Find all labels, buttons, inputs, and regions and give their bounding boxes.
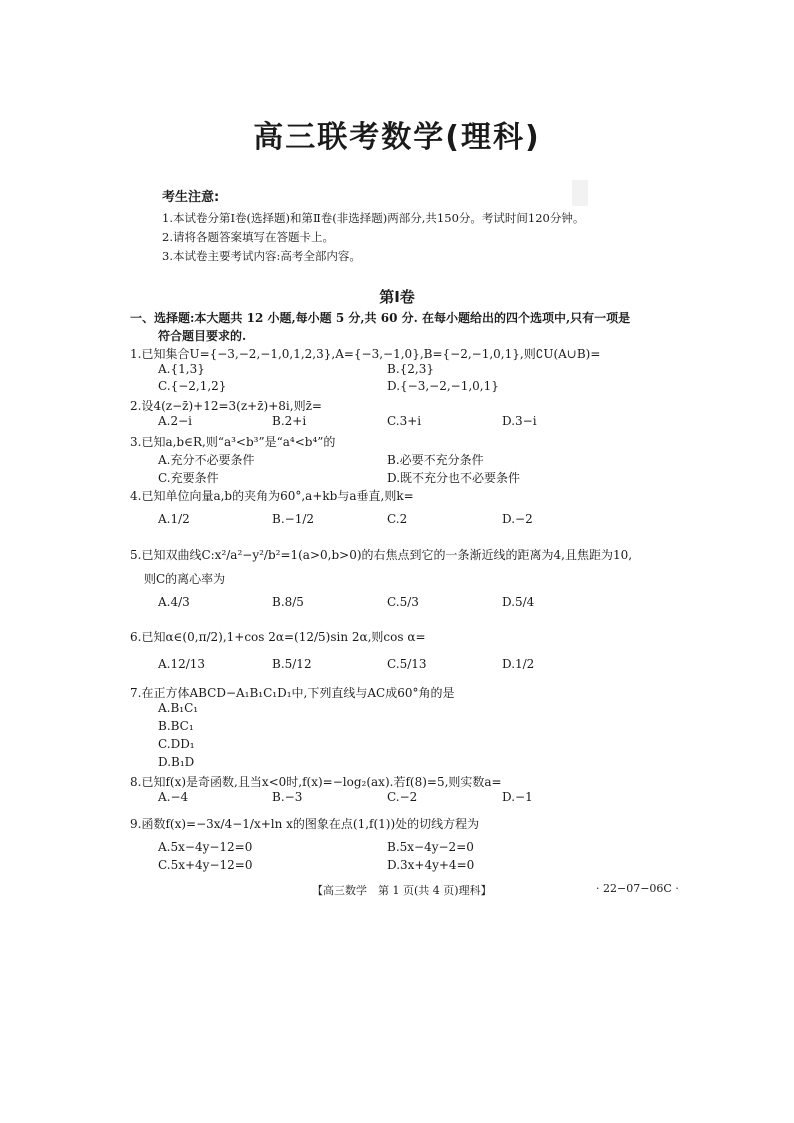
section-instruction: 一、选择题:本大题共 12 小题,每小题 5 分,共 60 分. 在每小题给出的四个选项中,只有一项是: [130, 311, 631, 325]
option: C.2: [387, 512, 408, 526]
question-stem: 8.已知f(x)是奇函数,且当x<0时,f(x)=−log₂(ax).若f(8)=5,则实数a=: [130, 775, 502, 789]
option: A.B₁C₁: [158, 701, 199, 715]
paper-code: · 22−07−06C ·: [596, 882, 679, 895]
option: B.5x−4y−2=0: [387, 840, 474, 854]
option: A.5x−4y−12=0: [158, 840, 253, 854]
volume-heading: 第Ⅰ卷: [379, 288, 415, 306]
question-stem: 7.在正方体ABCD−A₁B₁C₁D₁中,下列直线与AC成60°角的是: [130, 686, 455, 700]
option: B.BC₁: [158, 719, 194, 733]
question-stem: 1.已知集合U={−3,−2,−1,0,1,2,3},A={−3,−1,0},B={−2,−1,0,1},则∁U(A∪B)=: [130, 347, 601, 361]
page-footer: 【高三数学 第 1 页(共 4 页)理科】: [312, 884, 492, 897]
notice-item: 1.本试卷分第Ⅰ卷(选择题)和第Ⅱ卷(非选择题)两部分,共150分。考试时间120分钟。: [162, 211, 585, 225]
option: C.5/3: [387, 595, 419, 609]
option: C.−2: [387, 790, 418, 804]
option: D.既不充分也不必要条件: [387, 471, 521, 485]
page-title: 高三联考数学(理科): [253, 120, 541, 155]
notice-item: 2.请将各题答案填写在答题卡上。: [162, 230, 334, 244]
option: C.{−2,1,2}: [158, 379, 227, 393]
option: C.充要条件: [158, 471, 219, 485]
option: A.{1,3}: [158, 362, 205, 376]
scan-artifact: [572, 180, 588, 206]
option: D.3−i: [502, 414, 537, 428]
option: A.4/3: [158, 595, 190, 609]
option: D.1/2: [502, 657, 535, 671]
option: B.{2,3}: [387, 362, 434, 376]
option: A.−4: [158, 790, 189, 804]
option: D.B₁D: [158, 755, 195, 769]
option: C.5/13: [387, 657, 427, 671]
option: D.5/4: [502, 595, 535, 609]
option: D.−1: [502, 790, 533, 804]
option: B.必要不充分条件: [387, 453, 484, 467]
option: B.5/12: [272, 657, 312, 671]
notice-item: 3.本试卷主要考试内容:高考全部内容。: [162, 249, 361, 263]
option: B.2+i: [272, 414, 307, 428]
option: C.DD₁: [158, 737, 195, 751]
option: B.−3: [272, 790, 303, 804]
question-stem: 4.已知单位向量a,b的夹角为60°,a+kb与a垂直,则k=: [130, 489, 414, 503]
option: C.5x+4y−12=0: [158, 858, 253, 872]
option: D.−2: [502, 512, 533, 526]
option: B.−1/2: [272, 512, 314, 526]
question-stem-cont: 则C的离心率为: [144, 572, 226, 586]
option: A.2−i: [158, 414, 193, 428]
question-stem: 5.已知双曲线C:x²/a²−y²/b²=1(a>0,b>0)的右焦点到它的一条渐近线的距离为4,且焦距为10,: [130, 548, 633, 562]
option: D.3x+4y+4=0: [387, 858, 475, 872]
question-stem: 3.已知a,b∈R,则“a³<b³”是“a⁴<b⁴”的: [130, 435, 336, 449]
question-stem: 2.设4(z−z̄)+12=3(z+z̄)+8i,则z̄=: [130, 399, 322, 413]
option: A.12/13: [158, 657, 206, 671]
section-instruction-cont: 符合题目要求的.: [158, 329, 247, 343]
question-stem: 9.函数f(x)=−3x/4−1/x+ln x的图象在点(1,f(1))处的切线方程为: [130, 817, 480, 831]
option: C.3+i: [387, 414, 422, 428]
option: D.{−3,−2,−1,0,1}: [387, 379, 499, 393]
question-stem: 6.已知α∈(0,π/2),1+cos 2α=(12/5)sin 2α,则cos α=: [130, 630, 426, 644]
option: A.充分不必要条件: [158, 453, 255, 467]
option: B.8/5: [272, 595, 304, 609]
option: A.1/2: [158, 512, 190, 526]
notice-heading: 考生注意:: [162, 190, 220, 205]
